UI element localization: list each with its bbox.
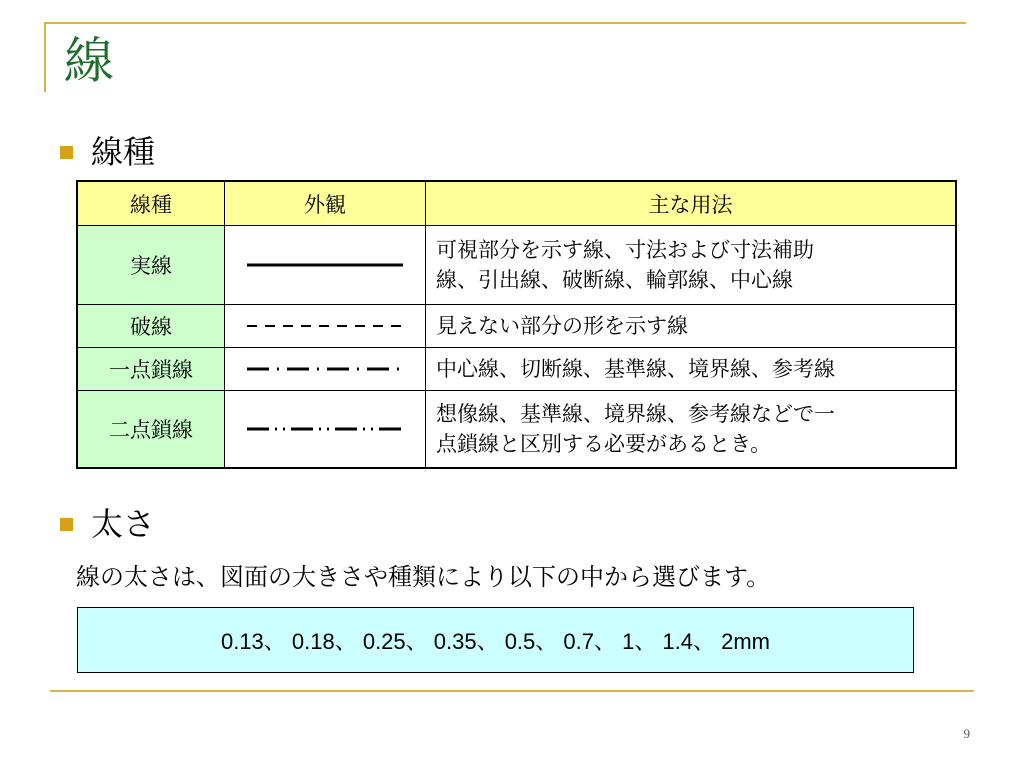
usage-line: 点鎖線と区別する必要があるとき。 <box>436 432 772 456</box>
accent-bottom-line <box>50 690 974 692</box>
bullet-line-types <box>60 133 156 171</box>
usage-cell <box>426 226 957 305</box>
line-type-table <box>76 180 957 469</box>
dash-dot-dot-line-sample <box>245 423 405 435</box>
header-appearance: 外観 <box>225 181 426 226</box>
appearance-cell <box>225 348 426 391</box>
bullet-square-icon <box>60 146 73 159</box>
solid-line-sample <box>245 259 405 271</box>
header-usage: 主な用法 <box>426 181 957 226</box>
slide-title: 線 <box>64 32 114 90</box>
appearance-cell <box>225 391 426 469</box>
line-type-cell: 実線 <box>77 226 225 305</box>
table-row <box>77 391 956 469</box>
bullet-thickness-label: 太さ <box>91 505 156 543</box>
line-type-cell: 二点鎖線 <box>77 391 225 469</box>
appearance-cell <box>225 305 426 348</box>
thickness-values: 0.13、 0.18、 0.25、 0.35、 0.5、 0.7、 1、 1.4、 2mm <box>220 628 771 654</box>
bullet-thickness <box>60 505 156 543</box>
usage-cell <box>426 348 957 391</box>
bullet-line-types-label: 線種 <box>91 133 156 171</box>
table-row <box>77 226 956 305</box>
thickness-description: 線の太さは、図面の大きさや種類により以下の中から選びます。 <box>76 563 771 591</box>
usage-line: 線、引出線、破断線、輪郭線、中心線 <box>436 268 793 292</box>
dash-dot-line-sample <box>245 363 405 375</box>
accent-top-line <box>44 22 966 24</box>
table-row <box>77 348 956 391</box>
bullet-square-icon <box>60 518 73 531</box>
thickness-values-box <box>77 607 914 673</box>
table-header-row <box>77 181 956 226</box>
usage-line: 見えない部分の形を示す線 <box>436 313 688 338</box>
line-type-cell: 破線 <box>77 305 225 348</box>
table-row <box>77 305 956 348</box>
appearance-cell <box>225 226 426 305</box>
header-line-type: 線種 <box>77 181 225 226</box>
page-number: 9 <box>963 726 970 741</box>
usage-cell <box>426 305 957 348</box>
usage-line: 想像線、基準線、境界線、参考線などで一 <box>436 401 835 426</box>
usage-line: 中心線、切断線、基準線、境界線、参考線 <box>436 356 835 381</box>
accent-vertical-line <box>44 22 46 92</box>
usage-cell <box>426 391 957 469</box>
usage-line: 可視部分を示す線、寸法および寸法補助 <box>436 237 814 262</box>
dashed-line-sample <box>245 320 405 332</box>
line-type-cell: 一点鎖線 <box>77 348 225 391</box>
